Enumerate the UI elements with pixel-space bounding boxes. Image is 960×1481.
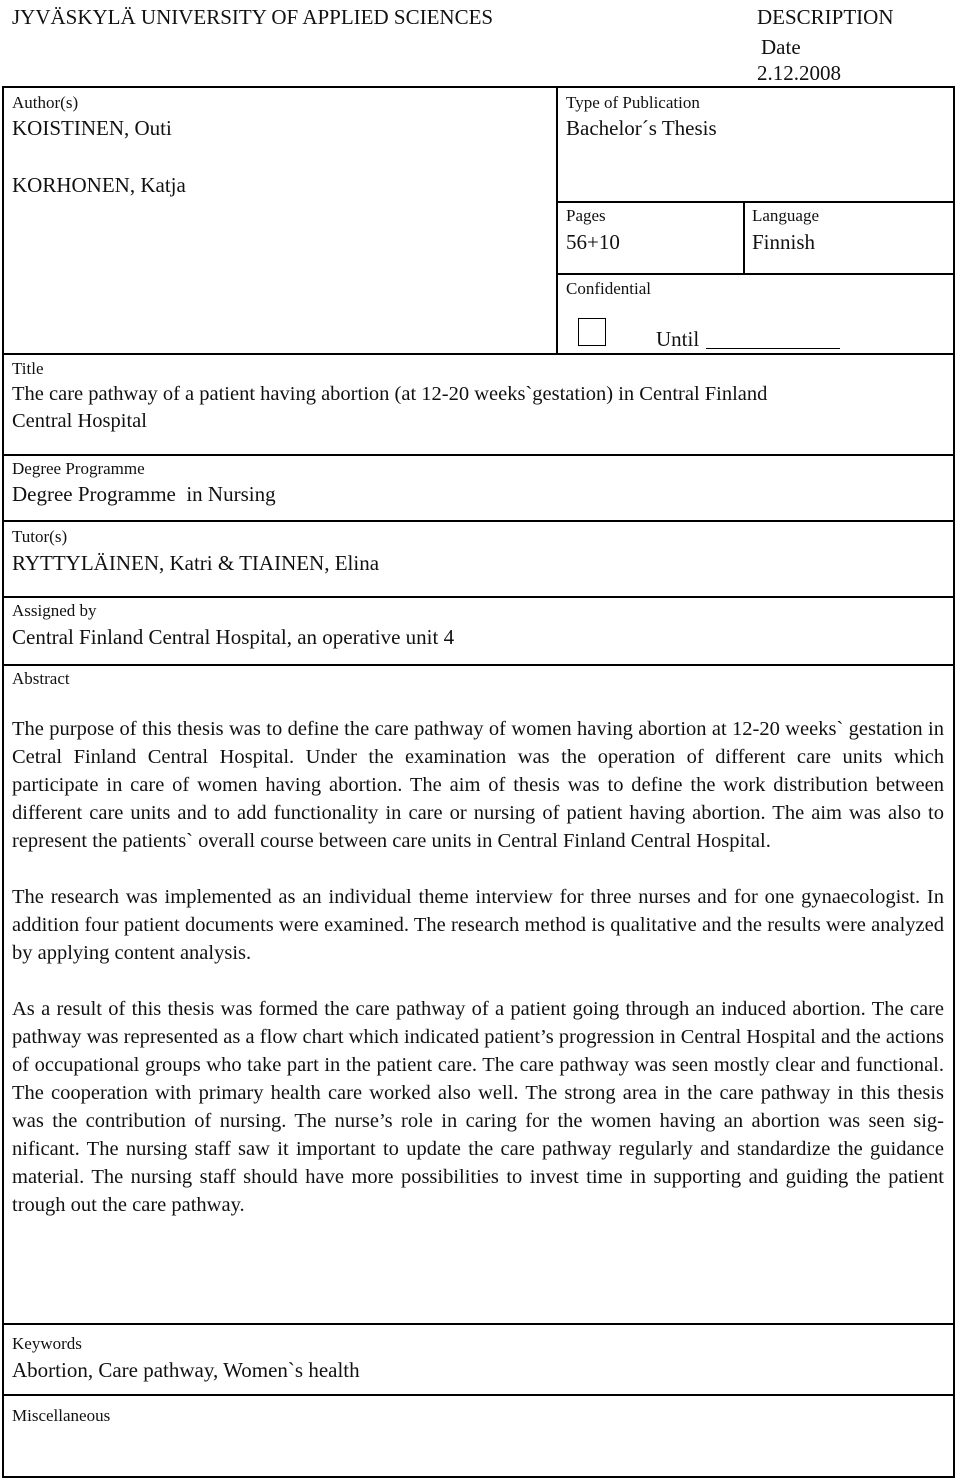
publication-type-label: Type of Publication xyxy=(566,93,700,112)
tutors-bottom-border xyxy=(2,596,955,598)
abstract-bottom-border xyxy=(2,1323,955,1325)
degree-value: Degree Programme in Nursing xyxy=(12,482,276,506)
author-name: KORHONEN, Katja xyxy=(12,173,186,197)
institution-name: JYVÄSKYLÄ UNIVERSITY OF APPLIED SCIENCES xyxy=(12,5,494,29)
title-label: Title xyxy=(12,359,44,378)
thesis-title-line: The care pathway of a patient having abortion (at 12-20 weeks`gestation) in Central Finland xyxy=(12,383,768,405)
frame-top-border xyxy=(2,86,955,88)
frame-bottom-border xyxy=(2,1476,955,1478)
abstract-body xyxy=(12,715,944,1219)
tutors-label: Tutor(s) xyxy=(12,527,68,546)
until-date-line xyxy=(706,348,840,349)
until-label: Until xyxy=(656,327,700,351)
title-bottom-border xyxy=(2,454,955,456)
column-divider xyxy=(556,86,558,355)
document-type: DESCRIPTION xyxy=(757,5,894,29)
date-label: Date xyxy=(761,35,801,59)
keywords-value: Abortion, Care pathway, Women`s health xyxy=(12,1358,360,1382)
abstract-paragraph: The research was implemented as an individual theme interview for three nurses and for one gynaecologist. In addition four patient documents were examined. The research method is qualitative and the results were analyzed by applying content analysis. xyxy=(12,886,944,964)
degree-label: Degree Programme xyxy=(12,459,145,478)
language-label: Language xyxy=(752,206,820,225)
title-top-border xyxy=(2,353,955,355)
author-name: KOISTINEN, Outi xyxy=(12,116,172,140)
pages-label: Pages xyxy=(566,206,606,225)
publication-type-value: Bachelor´s Thesis xyxy=(566,116,717,140)
tutors-value: RYTTYLÄINEN, Katri & TIAINEN, Elina xyxy=(12,551,380,575)
assigned-label: Assigned by xyxy=(12,601,97,620)
assigned-value: Central Finland Central Hospital, an operative unit 4 xyxy=(12,625,455,649)
frame-left-border xyxy=(2,86,4,1478)
authors-label: Author(s) xyxy=(12,93,79,112)
degree-bottom-border xyxy=(2,520,955,522)
frame-right-border xyxy=(953,86,955,1478)
language-value: Finnish xyxy=(752,230,816,254)
date-value: 2.12.2008 xyxy=(757,61,841,85)
confidential-label: Confidential xyxy=(566,279,651,298)
keywords-label: Keywords xyxy=(12,1334,82,1353)
confidential-checkbox[interactable] xyxy=(578,318,606,346)
abstract-paragraph: The purpose of this thesis was to define the care pathway of women having abortion at 12-20 weeks` gestation in Cetral Finland Central Hospital. Under the examination was the operation of different care units which participate in care of women having abortion. The aim of thesis was to define the work distribution between different care units and to add functionality in care or nursing of patient having abortion. The aim was also to represent the patients` overall course between care units in Central Finland Central Hospital. xyxy=(12,718,944,852)
publication-bottom-border xyxy=(556,201,955,203)
pages-value: 56+10 xyxy=(566,230,620,254)
miscellaneous-label: Miscellaneous xyxy=(12,1406,111,1425)
keywords-bottom-border xyxy=(2,1394,955,1396)
abstract-label: Abstract xyxy=(12,669,70,688)
thesis-title-line: Central Hospital xyxy=(12,410,147,432)
pages-bottom-border xyxy=(556,273,955,275)
assigned-bottom-border xyxy=(2,664,955,666)
pages-language-divider xyxy=(743,201,745,275)
abstract-paragraph: As a result of this thesis was formed the care pathway of a patient going through an induced abortion. The care pathway was represented as a flow chart which indicated patient’s progression in Central Hospital and the actions of occupational groups who take part in the patient care. The care pathway was seen mostly clear and functional. The cooperation with primary health care worked also well. The strong area in the care pathway in this thesis was the contribution of nursing. The nurse’s role in caring for the women having an abortion was seen significant. The nursing staff saw it important to update the care pathway regularly and standardize the guidance material. The nursing staff should have more possibilities to invest time in supporting and guiding the patient trough out the care pathway. xyxy=(12,998,944,1216)
